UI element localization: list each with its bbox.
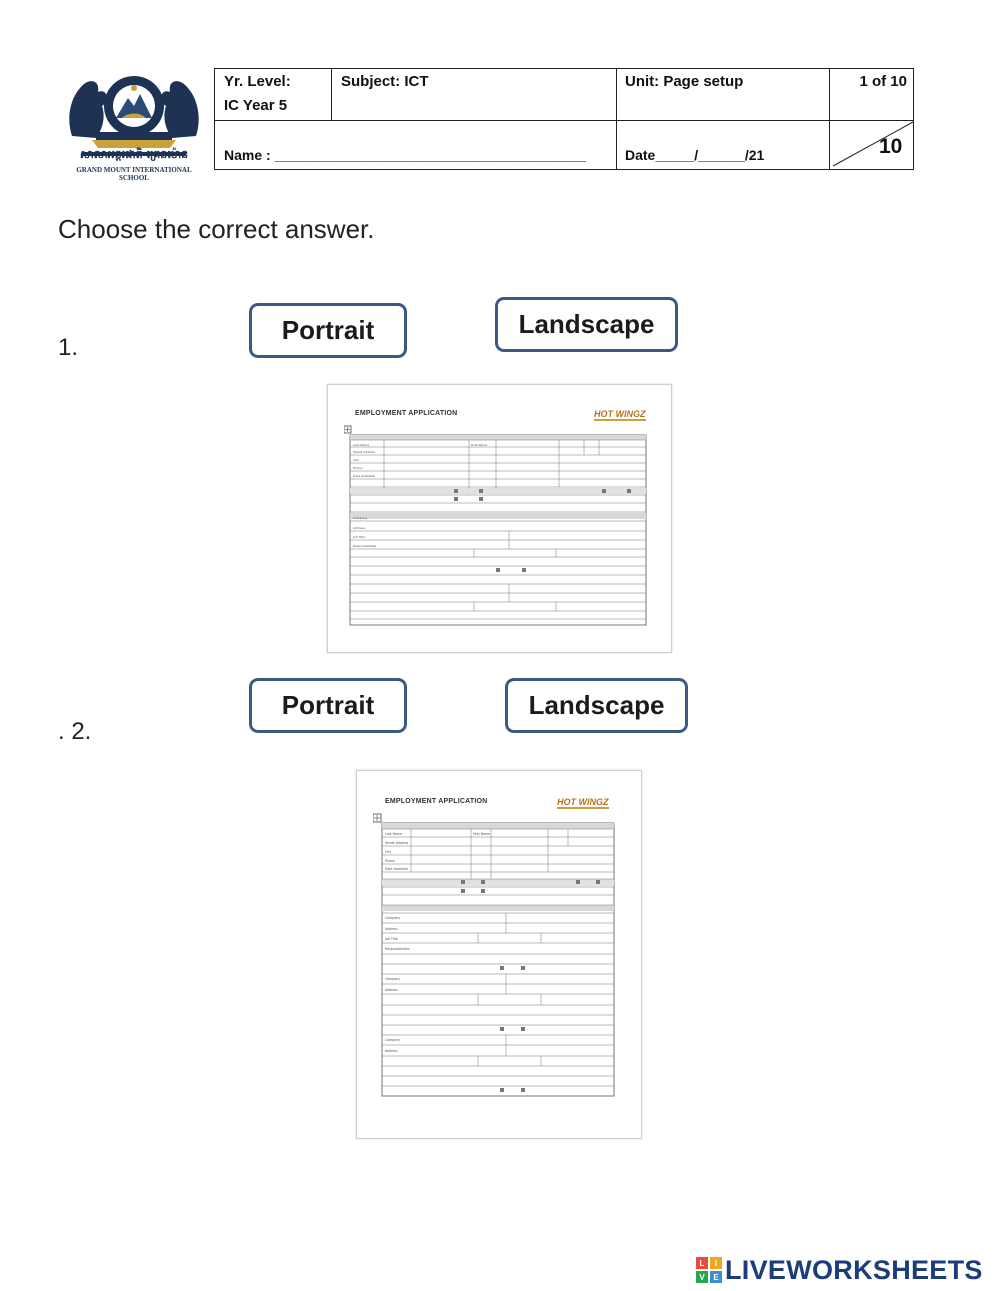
svg-text:Address: Address [385, 927, 398, 931]
question-2-portrait-button[interactable]: Portrait [249, 678, 407, 733]
lw-letter-i: I [710, 1257, 722, 1269]
liveworksheets-brand-text: LIVEWORKSHEETS [725, 1254, 983, 1285]
svg-text:Last Name: Last Name [385, 832, 403, 836]
liveworksheets-squares-icon [696, 1257, 722, 1283]
logo-khmer-text: សាលាអន្តរជាតិ គ្រេនម៉ោន [79, 148, 189, 161]
svg-text:Address: Address [385, 1049, 398, 1053]
svg-text:Date Available: Date Available [353, 474, 375, 478]
svg-text:Phone: Phone [353, 466, 363, 470]
doc-1-logo: HOT WINGZ [594, 409, 646, 419]
instruction-text: Choose the correct answer. [58, 214, 375, 244]
yr-level-value: IC Year 5 [224, 97, 288, 114]
question-1-document-image [327, 384, 672, 653]
svg-text:Street Address: Street Address [385, 841, 409, 845]
svg-text:Responsibilities: Responsibilities [353, 544, 377, 548]
page-count: 1 of 10 [859, 73, 907, 90]
unit-label: Unit: Page setup [625, 73, 744, 90]
question-1-portrait-button[interactable]: Portrait [249, 303, 407, 358]
question-2-number: . 2. [58, 718, 92, 745]
svg-text:Address: Address [385, 988, 398, 992]
svg-text:Company: Company [385, 977, 401, 981]
svg-text:Phone: Phone [385, 859, 395, 863]
svg-text:Address: Address [353, 526, 365, 530]
svg-text:Responsibilities: Responsibilities [385, 947, 410, 951]
svg-text:First Name: First Name [473, 832, 491, 836]
logo-english-text: GRAND MOUNT INTERNATIONAL SCHOOL [76, 166, 192, 182]
question-1-number: 1. [58, 334, 79, 361]
svg-text:Company: Company [385, 1038, 401, 1042]
svg-text:Street Address: Street Address [353, 450, 376, 454]
svg-text:Company: Company [353, 516, 368, 520]
svg-text:Job Title: Job Title [353, 535, 366, 539]
svg-text:Date Available: Date Available [385, 867, 409, 871]
liveworksheets-logo[interactable] [696, 1254, 983, 1286]
lw-letter-v: V [696, 1271, 708, 1283]
yr-level-label: Yr. Level: [224, 73, 291, 90]
school-logo [62, 66, 206, 182]
name-field[interactable]: Name : ________________________________________ [224, 147, 587, 163]
svg-text:City: City [385, 850, 392, 854]
date-field[interactable]: Date_____/______/21 [625, 147, 765, 163]
svg-text:City: City [353, 458, 359, 462]
question-2-document-image [356, 770, 642, 1139]
doc-2-form-grid [373, 813, 635, 1103]
doc-2-logo: HOT WINGZ [557, 797, 609, 807]
question-1-landscape-button[interactable]: Landscape [495, 297, 678, 352]
svg-text:First Name: First Name [471, 443, 488, 447]
doc-2-title: EMPLOYMENT APPLICATION [385, 798, 488, 805]
score-total: 10 [879, 135, 903, 158]
doc-1-form-grid [344, 425, 664, 627]
header-info-table [214, 68, 914, 170]
subject-label: Subject: ICT [341, 73, 429, 90]
doc-1-title: EMPLOYMENT APPLICATION [355, 410, 458, 417]
lw-letter-e: E [710, 1271, 722, 1283]
lw-letter-l: L [696, 1257, 708, 1269]
question-2-landscape-button[interactable]: Landscape [505, 678, 688, 733]
svg-text:Job Title: Job Title [385, 937, 398, 941]
svg-text:Last Name: Last Name [353, 443, 370, 447]
svg-text:Company: Company [385, 916, 401, 920]
